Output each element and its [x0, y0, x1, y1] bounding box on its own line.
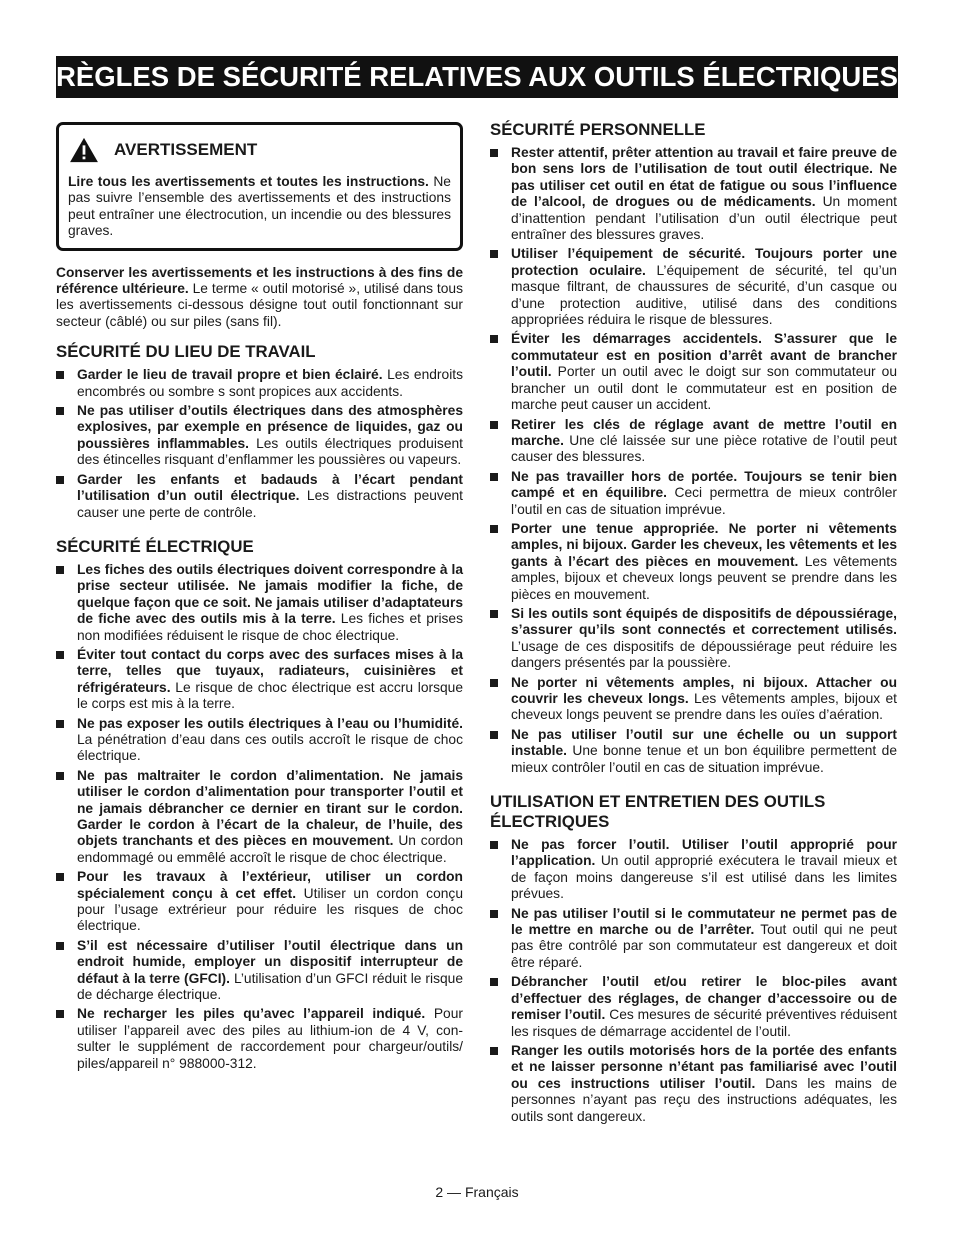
list-item — [490, 469, 897, 518]
list-item-bold: Ne pas maltraiter le cordon d’alimentation. Ne jamais utiliser le cordon d’alimentation pour transporter l’outil et ne jamais débrancher ce dernier en tirant sur le cordon. Garder le cordon à l’écart de la chaleur, de l’huile, des objets tranchants et des pièces en mouvement. — [77, 767, 463, 849]
bullet-square-icon — [490, 679, 498, 687]
list-item-text: Les vêtements amples, bijoux et cheveux longs peuvent se prendre dans les ouïes d’aération. — [511, 691, 897, 723]
bullet-square-icon — [56, 772, 64, 780]
list-item-text: Ces mesures de sécurité préventives réduisent les risques de démarrage accidentel de l’outil. — [511, 1007, 898, 1039]
list-item-text: Les vêtements amples, bijoux et cheveux longs peuvent se prendre dans les pièces en mouvement. — [511, 553, 898, 602]
bullet-square-icon — [490, 335, 498, 343]
bullet-square-icon — [490, 910, 498, 918]
list-item-text: L’utilisation d’un GFCI réduit le risque de décharge électrique. — [77, 970, 464, 1003]
list-item-text: Tout outil qui ne peut pas être contrôlé par son commutateur est dangereux et doit être réparé. — [511, 922, 898, 970]
bullet-square-icon — [56, 720, 64, 728]
list-item — [490, 417, 897, 466]
list-item-bold: Rester attentif, prêter attention au travail et faire preuve de bon sens lors de l’utilisation de tout outil électrique. Ne pas utiliser cet outil en état de fatigue ou sous l’influence de l’alcool, de drogues ou de médicaments. — [511, 145, 897, 210]
bullet-square-icon — [56, 942, 64, 950]
page-title: RÈGLES DE SÉCURITÉ RELATIVES AUX OUTILS ÉLECTRIQUES — [56, 56, 898, 98]
list-item-bold: Si les outils sont équipés de dispositifs de dépoussiérage, s’assurer qu’ils sont connectés et correctement utilisés. — [511, 605, 897, 638]
list-item-text: Le risque de choc électrique est accru lorsque le corps est mis à la terre. — [77, 679, 463, 712]
list-item-bold: Ne porter ni vêtements amples, ni bijoux. Attacher ou couvrir les cheveux longs. — [511, 674, 897, 706]
right-column — [490, 120, 897, 1128]
list-item — [56, 403, 463, 469]
list-item-text: Les fiches et prises non modifiées réduisent le risque de choc électrique. — [77, 611, 463, 643]
section-heading-use-care: UTILISATION ET ENTRETIEN DES OUTILS ÉLECTRIQUES — [490, 792, 826, 832]
list-item — [490, 521, 897, 603]
list-item — [56, 562, 463, 644]
list-item-text: Les distractions peuvent causer une perte de contrôle. — [77, 488, 463, 520]
list-item-bold: Pour les travaux à l’extérieur, utiliser un cordon spécialement conçu à cet effet. — [77, 869, 463, 901]
personal-list — [490, 145, 897, 776]
list-item — [56, 367, 463, 400]
list-item-text: Les endroits encombrés ou sombre s sont propices aux accidents. — [77, 367, 463, 399]
warning-text-bold: Lire tous les avertissements et toutes les instructions. — [68, 174, 429, 189]
list-item-text: L’usage de ces dispositifs de dépoussiérage peut réduire les dangers présentés par la poussière. — [511, 638, 897, 671]
list-item-bold: Ne pas utiliser l’outil sur une échelle ou un support instable. — [511, 726, 897, 759]
section-heading-electrical: SÉCURITÉ ÉLECTRIQUE — [56, 536, 254, 556]
list-item-bold: Garder les enfants et badauds à l’écart pendant l’utilisation d’un outil électrique. — [77, 471, 463, 504]
bullet-square-icon — [490, 149, 498, 157]
list-item — [56, 869, 463, 935]
list-item-bold: Ne pas forcer l’outil. Utiliser l’outil approprié pour l’application. — [511, 837, 897, 869]
list-item-bold: Ne pas utiliser l’outil si le commutateur ne permet pas de le mettre en marche ou de l’arrêter. — [511, 905, 897, 938]
list-item-bold: Ne pas travailler hors de portée. Toujours se tenir bien campé et en équilibre. — [511, 468, 897, 501]
list-item — [490, 246, 897, 328]
warning-title: AVERTISSEMENT — [114, 140, 258, 159]
section-heading-work-area: SÉCURITÉ DU LIEU DE TRAVAIL — [56, 342, 316, 362]
section-heading-personal: SÉCURITÉ PERSONNELLE — [490, 120, 706, 139]
bullet-square-icon — [490, 421, 498, 429]
bullet-square-icon — [56, 1010, 64, 1018]
bullet-square-icon — [56, 371, 64, 379]
list-item — [490, 906, 897, 972]
list-item — [56, 472, 463, 521]
list-item — [490, 1043, 897, 1125]
left-column — [56, 122, 463, 1075]
bullet-square-icon — [490, 731, 498, 739]
list-item-bold: S’il est nécessaire d’utiliser l’outil électrique dans un endroit humide, employer un dispositif interrupteur de défaut à la terre (GFCI). — [77, 937, 463, 986]
list-item-text: Un cordon endommagé ou emmêlé accroît le risque de choc électrique. — [77, 833, 463, 865]
bullet-square-icon — [56, 873, 64, 881]
work-area-list — [56, 367, 463, 521]
list-item-bold: Débrancher l’outil et/ou retirer le bloc-piles avant d’effectuer des réglages, de changer d’accessoire ou de remiser l’outil. — [511, 974, 897, 1023]
list-item — [56, 716, 463, 765]
intro-text: Le terme « outil motorisé », utilisé dans tous les avertissements ci-dessous désigne tout outil fonctionnant sur secteur (câblé) ou sur piles (sans fil). — [56, 281, 464, 329]
list-item-text: Ceci permettra de mieux contrôler l’outil en cas de situation imprévue. — [511, 485, 898, 517]
list-item-bold: Ne recharger les piles qu’avec l’appareil indiqué. — [77, 1006, 426, 1022]
bullet-square-icon — [56, 566, 64, 574]
list-item-bold: Utiliser l’équipement de sécurité. Toujours porter une protection oculaire. — [511, 246, 897, 278]
list-item-bold: Ne pas utiliser d’outils électriques dans des atmosphères explosives, par exemple en présence de liquides, gaz ou poussières inflammables. — [77, 403, 463, 451]
list-item-bold: Porter une tenue appropriée. Ne porter ni vêtements amples, ni bijoux. Garder les cheveux, les vêtements et les gants à l’écart des pièces en mouvement. — [511, 520, 897, 569]
list-item-text: Un moment d’inattention pendant l’utilisation d’un outil électrique peut entraîner des blessures graves. — [511, 194, 897, 243]
list-item-text: Une bonne tenue et un bon équilibre permettent de mieux contrôler l’outil en cas de situation imprévue. — [511, 743, 897, 775]
list-item-bold: Ranger les outils motorisés hors de la portée des enfants et ne laisser personne n’étant pas familiarisé avec l’outil ou ces instructions utiliser l’outil. — [511, 1042, 897, 1091]
warning-text — [68, 174, 451, 240]
list-item-text: Porter un outil avec le doigt sur son commutateur ou brancher un outil dont le commutateur est en position de marche peut causer un accident. — [511, 364, 897, 413]
bullet-square-icon — [490, 841, 498, 849]
intro-paragraph — [56, 265, 463, 331]
bullet-square-icon — [490, 473, 498, 481]
list-item — [490, 727, 897, 776]
list-item-bold: Retirer les clés de réglage avant de mettre l’outil en marche. — [511, 416, 897, 448]
list-item — [56, 768, 463, 866]
list-item-bold: Ne pas exposer les outils électriques à l’eau ou l’humidité. — [77, 715, 463, 731]
bullet-square-icon — [56, 651, 64, 659]
list-item — [490, 675, 897, 724]
list-item-bold: Éviter les démarrages accidentels. S’assurer que le commutateur est en position d’arrêt avant de brancher l’outil. — [511, 331, 897, 380]
list-item-text: L’équipement de sécurité, tel qu’un masque filtrant, de chaussures de sécurité, d’un casque ou d’une protection auditive, utilisé dans des conditions appropriées réduira le risque de blessures. — [511, 262, 897, 328]
list-item — [490, 974, 897, 1040]
list-item — [56, 938, 463, 1004]
list-item — [490, 331, 897, 413]
bullet-square-icon — [490, 610, 498, 618]
bullet-square-icon — [490, 1047, 498, 1055]
list-item — [490, 606, 897, 672]
bullet-square-icon — [56, 407, 64, 415]
list-item-bold: Garder le lieu de travail propre et bien éclairé. — [77, 367, 383, 383]
list-item — [56, 647, 463, 713]
list-item-text: Pour utiliser l’appareil avec des piles au lithium-ion de 4 V, con-sulter le supplément de raccordement pour chargeur/outils/ piles/appareil n° 988000-312. — [77, 1006, 463, 1071]
electrical-list — [56, 562, 463, 1072]
warning-text-body: Ne pas suivre l’ensemble des avertissements et des instructions peut entraîner une électrocution, un incendie ou des blessures graves. — [68, 174, 451, 239]
list-item-text: Les outils électriques produisent des étincelles risquant d’enflammer les poussières ou vapeurs. — [77, 435, 463, 468]
list-item — [56, 1006, 463, 1072]
warning-header — [68, 137, 451, 163]
list-item-text: La pénétration d’eau dans ces outils accroît le risque de choc électrique. — [77, 731, 463, 764]
bullet-square-icon — [490, 250, 498, 258]
list-item-text: Une clé laissée sur une pièce rotative de l’outil peut causer des blessures. — [511, 432, 897, 465]
bullet-square-icon — [56, 476, 64, 484]
list-item — [490, 837, 897, 903]
list-item-bold: Les fiches des outils électriques doivent correspondre à la prise secteur utilisée. Ne jamais modifier la fiche, de quelque façon que ce soit. Ne jamais utiliser d’adaptateurs de fiche avec des outils mis à la terre. — [77, 561, 463, 627]
warning-box — [56, 122, 463, 251]
list-item-text: Un outil approprié exécutera le travail mieux et de façon moins dangereuse s’il est utilisé dans les limites prévues. — [511, 853, 897, 902]
bullet-square-icon — [490, 978, 498, 986]
list-item-bold: Éviter tout contact du corps avec des surfaces mises à la terre, telles que tuyaux, radiateurs, cuisinières et réfrigérateurs. — [77, 646, 463, 695]
list-item-text: Dans les mains de personnes n’ayant pas reçu des instructions adéquates, les outils sont dangereux. — [511, 1075, 897, 1124]
list-item — [490, 145, 897, 243]
warning-triangle-icon — [68, 137, 100, 163]
page-footer: 2 — Français — [435, 1184, 519, 1200]
intro-bold: Conserver les avertissements et les instructions à des fins de référence ultérieure. — [56, 264, 463, 297]
bullet-square-icon — [490, 525, 498, 533]
use-care-list — [490, 837, 897, 1125]
list-item-text: Utiliser un cordon conçu pour l’usage extrérieur pour réduire les risques de choc électrique. — [77, 885, 463, 934]
